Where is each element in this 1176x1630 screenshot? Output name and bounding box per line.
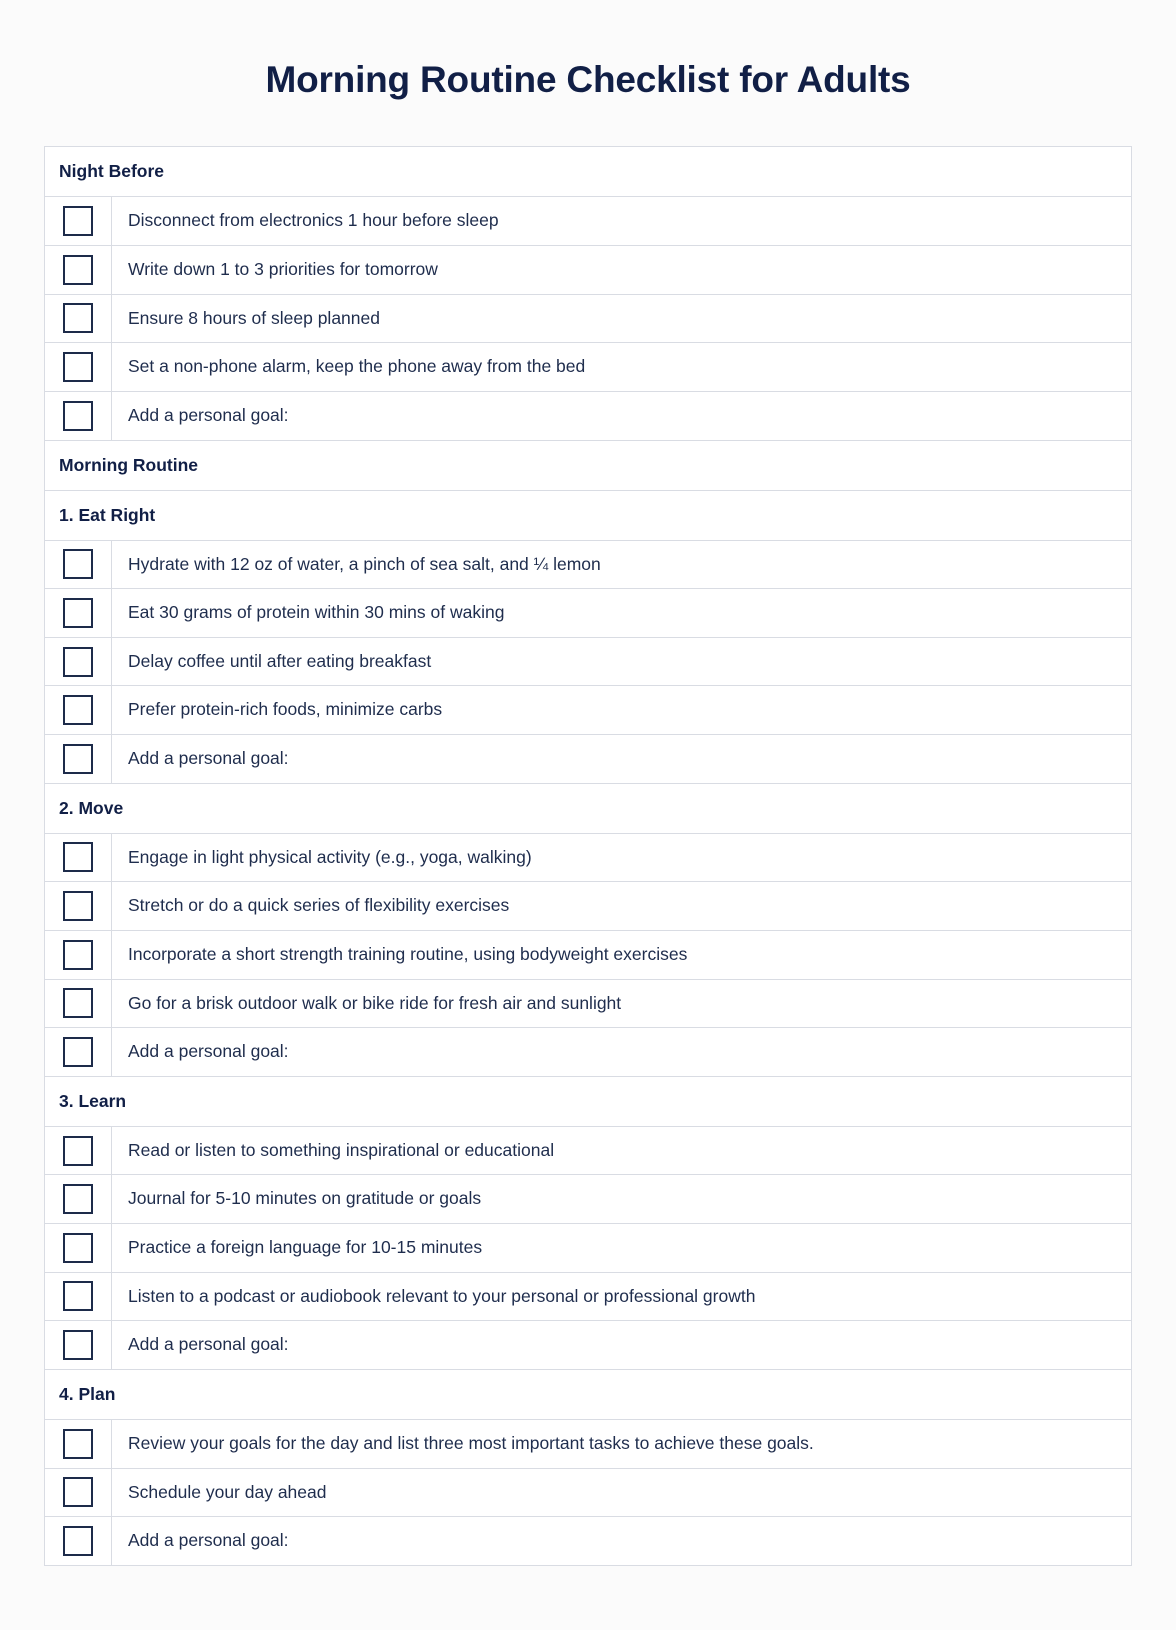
subsection-heading-row [45, 1370, 1131, 1420]
checklist-row [45, 882, 1131, 931]
checkbox-cell[interactable] [45, 343, 112, 391]
checkbox-cell[interactable] [45, 589, 112, 637]
checkbox[interactable] [63, 1184, 93, 1214]
checkbox[interactable] [63, 549, 93, 579]
checklist-row [45, 980, 1131, 1029]
checklist-item-label: Eat 30 grams of protein within 30 mins of waking [128, 602, 505, 623]
checkbox-cell[interactable] [45, 638, 112, 686]
checklist-item-label: Incorporate a short strength training routine, using bodyweight exercises [128, 943, 688, 964]
section-heading: Night Before [59, 161, 164, 182]
checklist-row [45, 1469, 1131, 1518]
subsection-heading: 3. Learn [59, 1090, 127, 1111]
checkbox[interactable] [63, 1429, 93, 1459]
checklist-item-label: Set a non-phone alarm, keep the phone away from the bed [128, 356, 586, 377]
checkbox-cell[interactable] [45, 882, 112, 930]
checklist-item-label: Journal for 5-10 minutes on gratitude or goals [128, 1188, 482, 1209]
checkbox-cell[interactable] [45, 1028, 112, 1076]
checkbox[interactable] [63, 842, 93, 872]
checklist-table [44, 146, 1132, 1565]
checklist-item-label: Add a personal goal: [128, 1334, 289, 1355]
checkbox[interactable] [63, 303, 93, 333]
checkbox[interactable] [63, 1526, 93, 1556]
checkbox-cell[interactable] [45, 1517, 112, 1565]
checklist-item-label: Disconnect from electronics 1 hour before sleep [128, 210, 499, 231]
checkbox[interactable] [63, 1037, 93, 1067]
checklist-row [45, 735, 1131, 784]
checklist-row [45, 1028, 1131, 1077]
checklist-item-label: Practice a foreign language for 10-15 minutes [128, 1237, 483, 1258]
checklist-item-label: Add a personal goal: [128, 1041, 289, 1062]
checkbox[interactable] [63, 891, 93, 921]
subsection-heading-row [45, 784, 1131, 834]
checkbox-cell[interactable] [45, 541, 112, 589]
subsection-heading-row [45, 1077, 1131, 1127]
checklist-row [45, 246, 1131, 295]
checklist-row [45, 638, 1131, 687]
checklist-item-label: Add a personal goal: [128, 1530, 289, 1551]
subsection-heading: 2. Move [59, 797, 124, 818]
checklist-row [45, 295, 1131, 344]
checklist-item-label: Go for a brisk outdoor walk or bike ride for fresh air and sunlight [128, 992, 622, 1013]
checkbox[interactable] [63, 647, 93, 677]
checkbox[interactable] [63, 401, 93, 431]
checkbox-cell[interactable] [45, 295, 112, 343]
checklist-row [45, 1321, 1131, 1370]
checklist-item-label: Ensure 8 hours of sleep planned [128, 307, 380, 328]
page-title: Morning Routine Checklist for Adults [265, 59, 911, 100]
checklist-item-label: Delay coffee until after eating breakfast [128, 650, 432, 671]
checklist-item-label: Review your goals for the day and list three most important tasks to achieve these goals. [128, 1432, 814, 1453]
checkbox[interactable] [63, 255, 93, 285]
checklist-item-label: Engage in light physical activity (e.g., yoga, walking) [128, 846, 532, 867]
checkbox-cell[interactable] [45, 1469, 112, 1517]
checklist-item-label: Read or listen to something inspirational or educational [128, 1139, 555, 1160]
checkbox-cell[interactable] [45, 834, 112, 882]
checkbox-cell[interactable] [45, 980, 112, 1028]
checklist-item-label: Add a personal goal: [128, 748, 289, 769]
checklist-item-label: Listen to a podcast or audiobook relevant to your personal or professional growth [128, 1285, 756, 1306]
checklist-row [45, 392, 1131, 441]
checklist-row [45, 589, 1131, 638]
checklist-item-label: Add a personal goal: [128, 404, 289, 425]
checkbox[interactable] [63, 744, 93, 774]
subsection-heading: 1. Eat Right [59, 504, 156, 525]
checkbox[interactable] [63, 940, 93, 970]
checklist-item-label: Schedule your day ahead [128, 1481, 327, 1502]
checklist-item-label: Write down 1 to 3 priorities for tomorrow [128, 259, 438, 280]
checklist-item-label: Prefer protein-rich foods, minimize carbs [128, 699, 443, 720]
checkbox-cell[interactable] [45, 735, 112, 783]
checkbox-cell[interactable] [45, 392, 112, 440]
checkbox[interactable] [63, 1233, 93, 1263]
checkbox-cell[interactable] [45, 246, 112, 294]
checklist-row [45, 1273, 1131, 1322]
subsection-heading-row [45, 491, 1131, 541]
checklist-item-label: Hydrate with 12 oz of water, a pinch of sea salt, and ¼ lemon [128, 553, 601, 574]
checkbox-cell[interactable] [45, 686, 112, 734]
checklist-row [45, 931, 1131, 980]
section-heading-row [45, 147, 1131, 197]
section-heading-row [45, 441, 1131, 491]
checkbox-cell[interactable] [45, 1273, 112, 1321]
checkbox[interactable] [63, 1330, 93, 1360]
checkbox-cell[interactable] [45, 197, 112, 245]
checkbox[interactable] [63, 1136, 93, 1166]
checklist-row [45, 1175, 1131, 1224]
checklist-row [45, 1517, 1131, 1566]
checkbox-cell[interactable] [45, 931, 112, 979]
checklist-row [45, 1224, 1131, 1273]
checklist-row [45, 197, 1131, 246]
checkbox[interactable] [63, 1477, 93, 1507]
checkbox[interactable] [63, 988, 93, 1018]
checkbox[interactable] [63, 206, 93, 236]
checkbox[interactable] [63, 695, 93, 725]
section-heading: Morning Routine [59, 454, 199, 475]
checkbox-cell[interactable] [45, 1321, 112, 1369]
checklist-row [45, 1127, 1131, 1176]
checklist-row [45, 686, 1131, 735]
checkbox[interactable] [63, 598, 93, 628]
checklist-row [45, 1420, 1131, 1469]
checklist-row [45, 343, 1131, 392]
checkbox[interactable] [63, 1281, 93, 1311]
checkbox-cell[interactable] [45, 1224, 112, 1272]
checkbox-cell[interactable] [45, 1175, 112, 1223]
checkbox[interactable] [63, 352, 93, 382]
subsection-heading: 4. Plan [59, 1383, 116, 1404]
checkbox-cell[interactable] [45, 1127, 112, 1175]
checkbox-cell[interactable] [45, 1420, 112, 1468]
checklist-item-label: Stretch or do a quick series of flexibility exercises [128, 895, 510, 916]
checklist-row [45, 541, 1131, 590]
checklist-row [45, 834, 1131, 883]
